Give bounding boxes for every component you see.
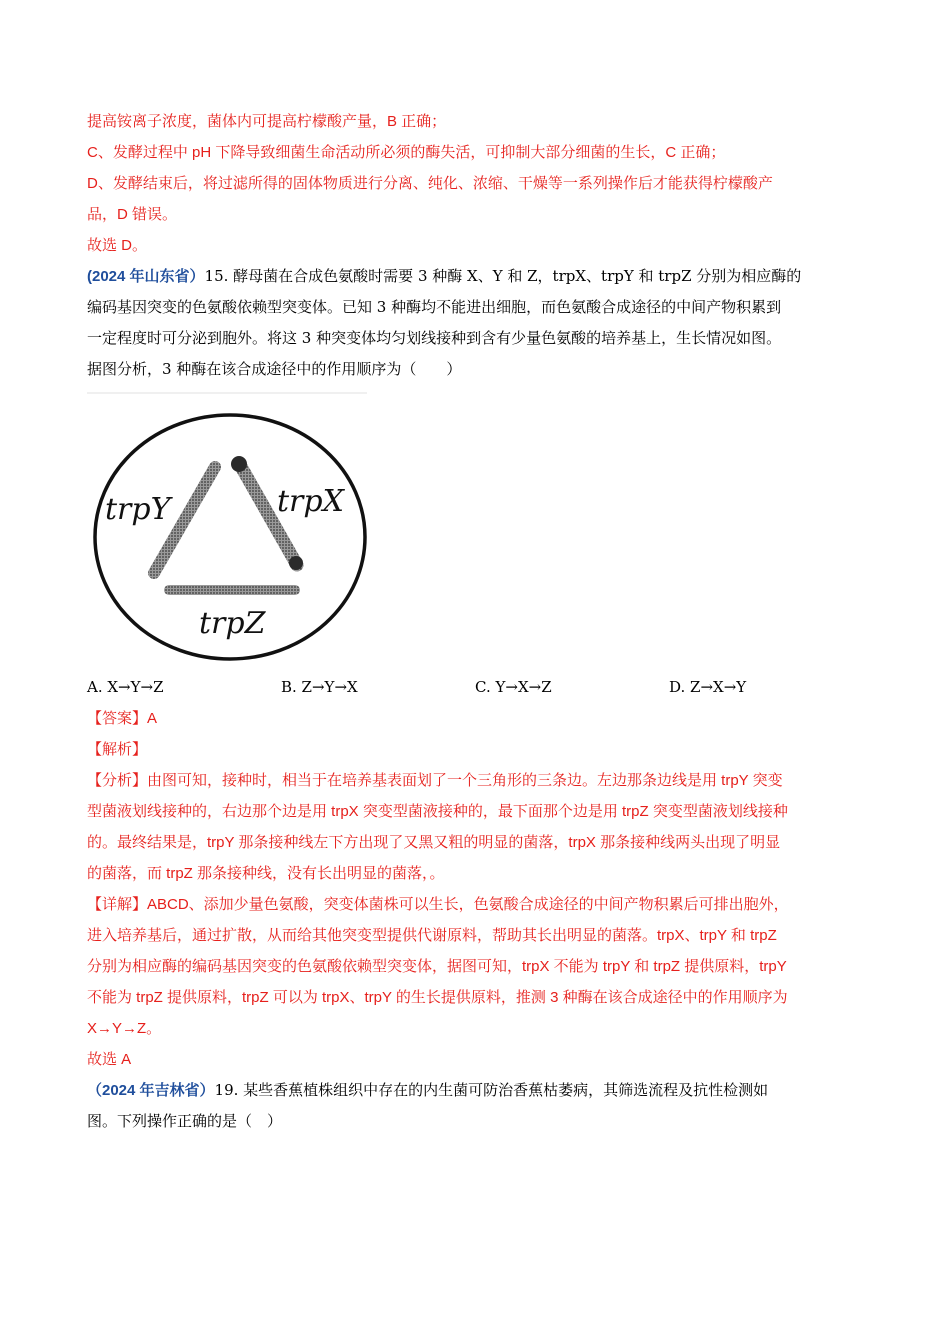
q15-fenxi-3: 的。最终结果是，trpY 那条接种线左下方出现了又黑又粗的明显的菌落，trpX 那条接种线两头出现了明显 — [87, 834, 781, 851]
petri-dish-figure — [87, 391, 367, 666]
q15-line-3: 一定程度时可分泌到胞外。将这 3 种突变体均匀划线接种到含有少量色氨酸的培养基上，生长情况如图。 — [87, 329, 782, 347]
q15-fenxi-4: 的菌落，而 trpZ 那条接种线，没有长出明显的菌落，。 — [87, 865, 445, 882]
q19-line-1-text: 19. 某些香蕉植株组织中存在的内生菌可防治香蕉枯萎病，其筛选流程及抗性检测如 — [214, 1081, 769, 1099]
prev-line-2: C、发酵过程中 pH 下降导致细菌生命活动所必须的酶失活，可抑制大部分细菌的生长，C 正确； — [87, 144, 726, 161]
prev-line-4: 品，D 错误。 — [87, 206, 178, 223]
option-d: D. Z→X→Y — [669, 678, 747, 696]
q15-xiangjie-2: 进入培养基后，通过扩散，从而给其他突变型提供代谢原料，帮助其长出明显的菌落。trpX、trpY 和 trpZ — [87, 927, 777, 944]
prev-line-3: D、发酵结束后，将过滤所得的固体物质进行分离、纯化、浓缩、干燥等一系列操作后才能获得柠檬酸产 — [87, 175, 773, 192]
q15-xiangjie-3: 分别为相应酶的编码基因突变的色氨酸依赖型突变体，据图可知，trpX 不能为 trpY 和 trpZ 提供原料，trpY — [87, 958, 787, 975]
q15-conclusion: 故选 A — [87, 1051, 132, 1068]
trpZ-label: trpZ — [199, 606, 266, 641]
q19-source: （2024 年吉林省） — [87, 1082, 215, 1099]
prev-conclusion: 故选 D。 — [87, 237, 148, 254]
option-a: A. X→Y→Z — [87, 678, 164, 696]
q15-answer: 【答案】A — [87, 710, 158, 727]
q15-line-2: 编码基因突变的色氨酸依赖型突变体。已知 3 种酶均不能进出细胞，而色氨酸合成途径的中间产物积累到 — [87, 298, 782, 316]
document-page — [87, 106, 867, 1137]
q15-analysis-title: 【解析】 — [87, 741, 148, 758]
petri-dish-svg — [87, 391, 367, 666]
trpX-label: trpX — [277, 484, 344, 519]
q15-fenxi-2: 型菌液划线接种的，右边那个边是用 trpX 突变型菌液接种的，最下面那个边是用 trpZ 突变型菌液划线接种 — [87, 803, 788, 820]
q19-line-1 — [87, 1075, 867, 1106]
q15-xiangjie-4: 不能为 trpZ 提供原料，trpZ 可以为 trpX、trpY 的生长提供原料，推测 3 种酶在该合成途径中的作用顺序为 — [87, 989, 788, 1006]
q15-line-1-text: 15. 酵母菌在合成色氨酸时需要 3 种酶 X、Y 和 Z，trpX、trpY 和 trpZ 分别为相应酶的 — [204, 267, 802, 285]
trpY-label: trpY — [105, 492, 171, 527]
trpX-colony-bottom — [289, 556, 303, 570]
q15-source: (2024 年山东省） — [87, 268, 205, 285]
q15-line-4: 据图分析，3 种酶在该合成途径中的作用顺序为（ ） — [87, 360, 462, 378]
prev-line-1: 提高铵离子浓度，菌体内可提高柠檬酸产量，B 正确； — [87, 113, 447, 130]
q15-line-1 — [87, 261, 867, 292]
q15-xiangjie-1: 【详解】ABCD、添加少量色氨酸，突变体菌株可以生长，色氨酸合成途径的中间产物积累后可排出胞外， — [87, 896, 789, 913]
q15-xiangjie-5: X→Y→Z。 — [87, 1020, 162, 1037]
trpX-colony-top — [231, 456, 247, 472]
q15-options — [87, 672, 867, 703]
q15-fenxi-1: 【分析】由图可知，接种时，相当于在培养基表面划了一个三角形的三条边。左边那条边线是用 trpY 突变 — [87, 772, 783, 789]
q19-line-2: 图。下列操作正确的是（ ） — [87, 1112, 283, 1130]
option-c: C. Y→X→Z — [475, 678, 552, 696]
option-b: B. Z→Y→X — [281, 678, 358, 696]
